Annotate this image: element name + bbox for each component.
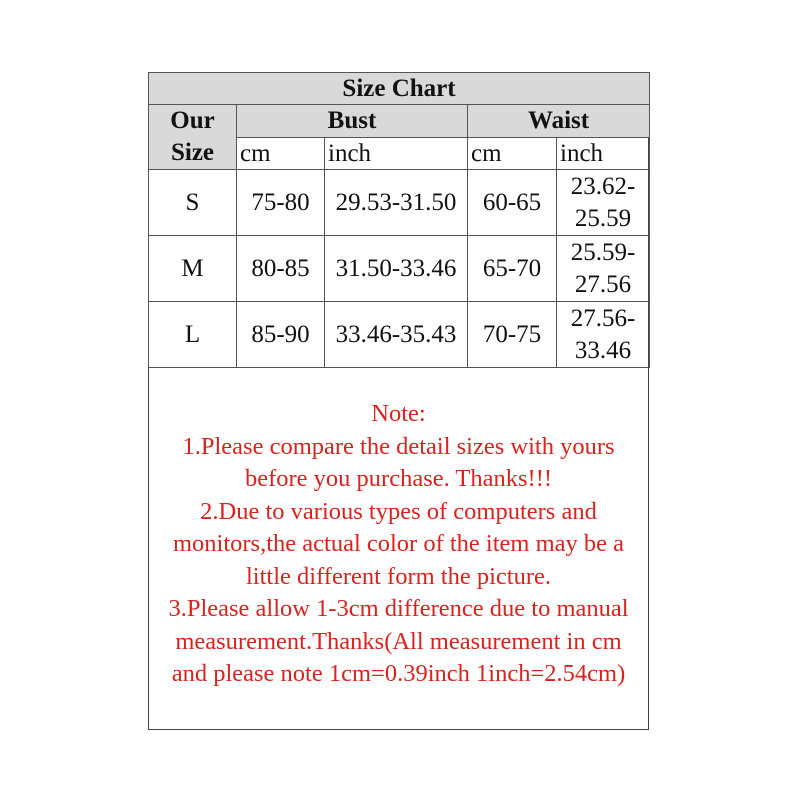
size-cell: L: [149, 302, 237, 368]
size-chart-table: [148, 72, 650, 368]
waist-inch-line2: 27.56: [574, 270, 632, 298]
bust-inch-cell: 31.50-33.46: [325, 236, 468, 302]
bust-header: Bust: [237, 105, 468, 138]
unit-bust-cm: cm: [237, 138, 325, 170]
waist-inch-cell: [557, 170, 650, 236]
waist-header: Waist: [468, 105, 650, 138]
note-line: 2.Due to various types of computers and: [200, 497, 597, 525]
note-line: little different form the picture.: [245, 562, 551, 590]
note-heading: Note:: [371, 400, 426, 427]
waist-cm-cell: 70-75: [468, 302, 557, 368]
waist-inch-cell: [557, 236, 650, 302]
bust-cm-cell: 80-85: [237, 236, 325, 302]
note-line: 1.Please compare the detail sizes with yours: [182, 432, 615, 460]
bust-cm-cell: 85-90: [237, 302, 325, 368]
table-row: [149, 170, 650, 236]
note-block: [148, 398, 649, 691]
size-cell: M: [149, 236, 237, 302]
waist-inch-line2: 33.46: [574, 336, 632, 364]
table-row: [149, 302, 650, 368]
our-size-header: [149, 105, 237, 170]
table-title: Size Chart: [149, 73, 650, 105]
waist-inch-line1: 27.56-: [570, 304, 636, 332]
waist-cm-cell: 65-70: [468, 236, 557, 302]
our-size-header-line1: Our: [170, 107, 215, 134]
waist-inch-line2: 25.59: [574, 204, 632, 232]
note-line: before you purchase. Thanks!!!: [244, 465, 553, 492]
bust-cm-cell: 75-80: [237, 170, 325, 236]
waist-inch-cell: [557, 302, 650, 368]
unit-waist-inch: inch: [557, 138, 650, 170]
waist-inch-line1: 23.62-: [570, 172, 636, 200]
bust-inch-cell: 29.53-31.50: [325, 170, 468, 236]
bust-inch-cell: 33.46-35.43: [325, 302, 468, 368]
table-row: [149, 236, 650, 302]
size-cell: S: [149, 170, 237, 236]
our-size-header-line2: Size: [170, 139, 215, 166]
waist-cm-cell: 60-65: [468, 170, 557, 236]
waist-inch-line1: 25.59-: [570, 238, 636, 266]
unit-waist-cm: cm: [468, 138, 557, 170]
note-line: 3.Please allow 1-3cm difference due to manual: [168, 595, 629, 622]
note-line: and please note 1cm=0.39inch 1inch=2.54cm): [171, 660, 626, 687]
note-line: measurement.Thanks(All measurement in cm: [175, 627, 622, 655]
note-line: monitors,the actual color of the item may be a: [172, 530, 625, 557]
unit-bust-inch: inch: [325, 138, 468, 170]
